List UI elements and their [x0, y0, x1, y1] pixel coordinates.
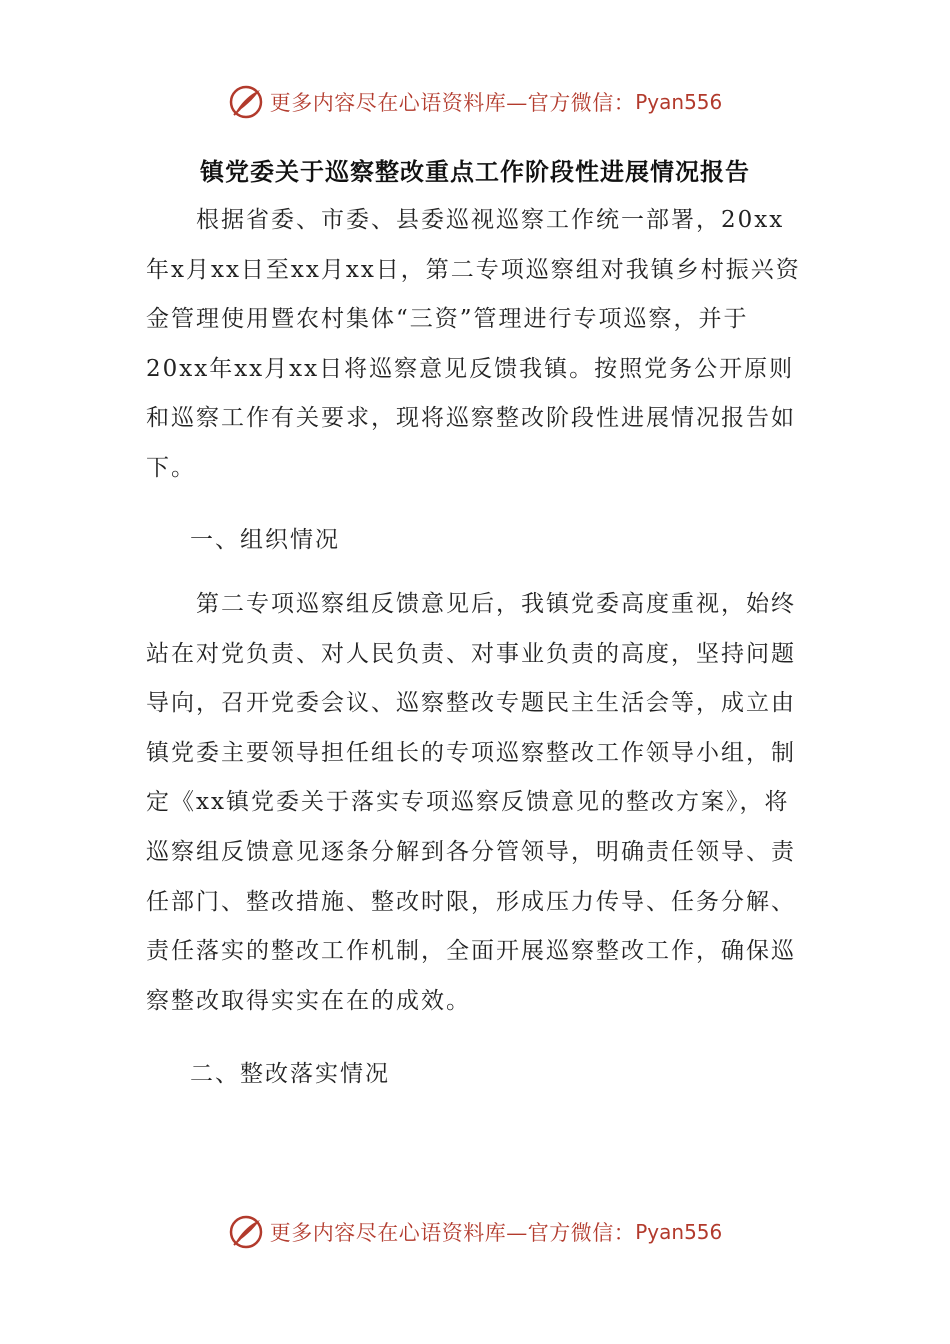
watermark-text: 更多内容尽在心语资料库—官方微信：	[269, 1221, 636, 1245]
header-watermark-banner	[0, 82, 950, 122]
intro-paragraph: 根据省委、市委、县委巡视巡察工作统一部署，20xx年x月xx日至xx月xx日，第二专项巡察组对我镇乡村振兴资金管理使用暨农村集体“三资”管理进行专项巡察，并于20xx年xx月xx日将巡察意见反馈我镇。按照党务公开原则和巡察工作有关要求，现将巡察整改阶段性进展情况报告如下。	[146, 207, 801, 481]
section-1-paragraph: 第二专项巡察组反馈意见后，我镇党委高度重视，始终站在对党负责、对人民负责、对事业负责的高度，坚持问题导向，召开党委会议、巡察整改专题民主生活会等，成立由镇党委主要领导担任组长的专项巡察整改工作领导小组，制定《xx镇党委关于落实专项巡察反馈意见的整改方案》，将巡察组反馈意见逐条分解到各分管领导，明确责任领导、责任部门、整改措施、整改时限，形成压力传导、任务分解、责任落实的整改工作机制，全面开展巡察整改工作，确保巡察整改取得实实在在的成效。	[146, 591, 796, 1014]
footer-watermark-banner	[0, 1212, 950, 1252]
quill-logo-icon	[228, 84, 264, 120]
wechat-id: Pyan556	[635, 1220, 723, 1244]
watermark-text: 更多内容尽在心语资料库—官方微信：	[269, 91, 636, 115]
section-heading-1: 一、组织情况	[190, 527, 340, 553]
wechat-id: Pyan556	[635, 90, 723, 114]
quill-logo-icon	[228, 1214, 264, 1250]
section-heading-2: 二、整改落实情况	[190, 1061, 390, 1087]
document-title: 镇党委关于巡察整改重点工作阶段性进展情况报告	[200, 157, 750, 186]
